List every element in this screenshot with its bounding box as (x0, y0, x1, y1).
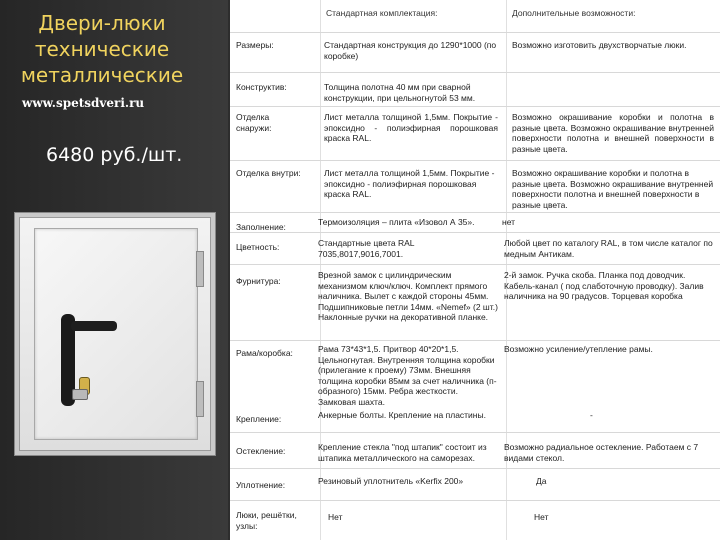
row-divider (230, 72, 720, 73)
extra-cell: Любой цвет по каталогу RAL, в том числе каталог по медным Антикам. (504, 238, 713, 259)
standard-cell: Резиновый уплотнитель «Kerfix 200» (318, 476, 464, 486)
standard-cell: Нет (328, 512, 343, 522)
standard-cell: Толщина полотна 40 мм при сварной конструкции, при цельногнутой 53 мм. (324, 82, 476, 103)
standard-cell: Лист металла толщиной 1,5мм. Покрытие - эпоксидно - полиэфирная порошковая краска RAL. (324, 112, 498, 143)
standard-cell: Стандартные цвета RAL 7035,8017,9016,7001. (318, 238, 415, 259)
door-handle-icon (71, 321, 117, 331)
extra-cell: Возможно окрашивание коробки и полотна в разные цвета. Возможно окрашивание внутренней поверхности полотна и внешней поверхности в разные цвета. (512, 112, 714, 154)
extra-cell: Возможно окрашивание коробки и полотна в разные цвета. Возможно окрашивание внутренней поверхности полотна и внешней поверхности в разные цвета. (512, 168, 714, 210)
hinge-icon (196, 251, 204, 287)
extra-cell: Возможно усиление/утепление рамы. (504, 344, 653, 354)
row-divider (230, 340, 720, 341)
title-line: Двери-люки (38, 11, 166, 35)
standard-cell: Врезной замок с цилиндрическим механизмом ключ/ключ. Комплект прямого наличника. Вылет с каждой стороны 45мм. Подшипниковые петли 14мм. «Nemef» (2 шт.) Наклонные ручки на декоративной планке. (318, 270, 498, 322)
metal-access-door-icon (34, 228, 198, 440)
row-divider (230, 106, 720, 107)
page-title (4, 10, 200, 88)
standard-cell: Анкерные болты. Крепление на пластины. (318, 410, 486, 420)
extra-cell: Возможно изготовить двухстворчатые люки. (512, 40, 687, 50)
product-photo (14, 212, 216, 456)
standard-cell: Крепление стекла "под штапик" состоит из штапика металлического на саморезах. (318, 442, 487, 463)
row-label: Остекление: (236, 446, 286, 456)
title-line: металлические (20, 63, 184, 87)
key-icon (72, 389, 88, 400)
row-divider (230, 500, 720, 501)
extra-cell: Возможно радиальное остекление. Работаем с 7 видами стекол. (504, 442, 699, 463)
extra-cell: - (590, 410, 593, 420)
row-divider (230, 32, 720, 33)
row-label: Конструктив: (236, 82, 287, 92)
row-label: Цветность: (236, 242, 280, 252)
row-label: Размеры: (236, 40, 274, 50)
row-label: Уплотнение: (236, 480, 286, 490)
extra-cell: Нет (534, 512, 549, 522)
row-label: Люки, решётки, узлы: (236, 510, 297, 531)
row-label: Заполнение: (236, 222, 286, 232)
row-divider (230, 160, 720, 161)
extra-cell: 2-й замок. Ручка скоба. Планка под доводчик. Кабель-канал ( под слаботочную проводку). Залив наличника на 90 градусов. Торцевая коробка (504, 270, 704, 301)
row-label: Отделка снаружи: (236, 112, 272, 133)
row-label: Фурнитура: (236, 276, 281, 286)
header-extra: Дополнительные возможности: (512, 8, 636, 18)
standard-cell: Рама 73*43*1,5. Притвор 40*20*1,5. Цельногнутая. Внутренняя толщина коробки (прилегание к проему) 73мм. Внешняя толщина коробки 85мм за счет наличника (п-образного) 15мм. Ребра жесткости. Замковая шахта. (318, 344, 497, 407)
row-divider (230, 212, 720, 213)
row-divider (230, 432, 720, 433)
door-frame (19, 217, 211, 451)
standard-cell: Лист металла толщиной 1,5мм. Покрытие - эпоксидно - полиэфирная порошковая краска RAL. (324, 168, 495, 199)
row-divider (230, 468, 720, 469)
standard-cell: Стандартная конструкция до 1290*1000 (по коробке) (324, 40, 497, 61)
header-standard: Стандартная комплектация: (326, 8, 438, 18)
brand-panel (0, 0, 228, 540)
row-divider (230, 264, 720, 265)
row-label: Рама/коробка: (236, 348, 293, 358)
standard-cell: Термоизоляция – плита «Изовол А 35». (318, 217, 475, 227)
extra-cell: нет (502, 217, 516, 227)
extra-cell: Да (536, 476, 547, 486)
website-link[interactable]: www.spetsdveri.ru (22, 96, 145, 110)
price-label: 6480 руб./шт. (46, 144, 183, 166)
row-label: Крепление: (236, 414, 282, 424)
hinge-icon (196, 381, 204, 417)
row-label: Отделка внутри: (236, 168, 301, 178)
row-divider (230, 232, 720, 233)
title-line: технические (34, 37, 170, 61)
spec-table (230, 0, 720, 540)
